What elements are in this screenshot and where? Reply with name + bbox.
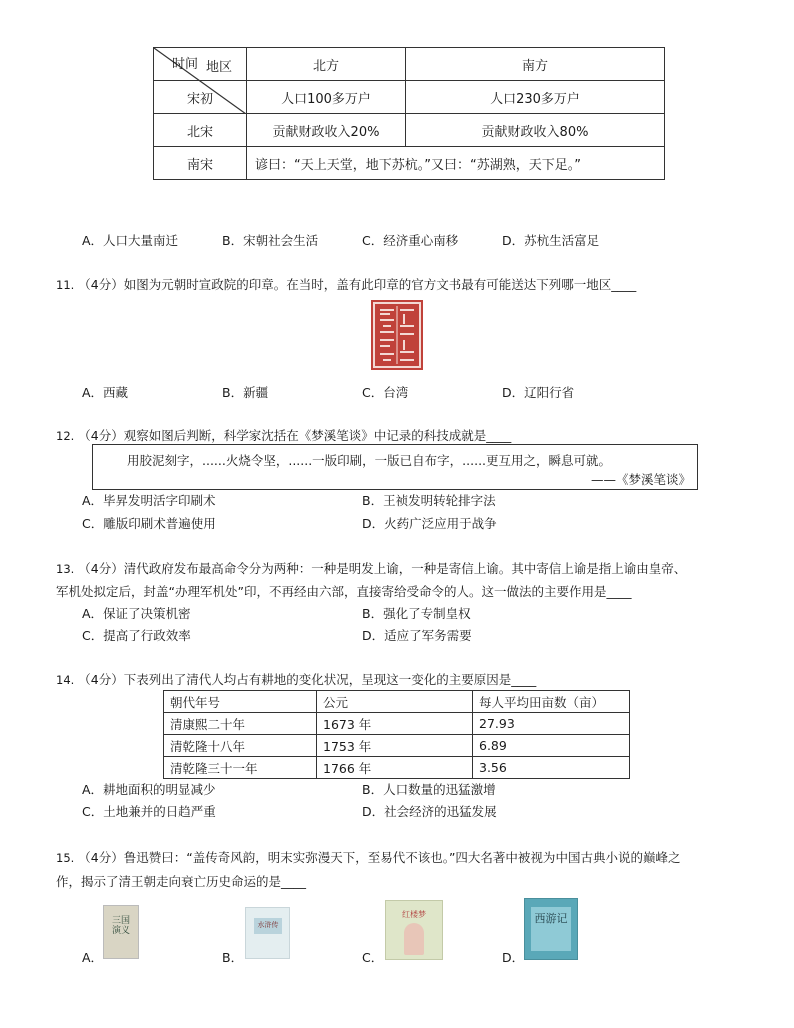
row-time: 北宋 <box>154 114 247 147</box>
header-time: 时间 <box>172 57 199 72</box>
book-title-a: 三国演义 <box>111 916 130 936</box>
table-cell: 清康熙二十年 <box>164 713 317 735</box>
q11-blank: ____ <box>611 277 637 292</box>
q14-text: （4分）下表列出了清代人均占有耕地的变化状况，呈现这一变化的主要原因是 <box>78 672 512 687</box>
book-cover-c[interactable] <box>385 900 443 960</box>
q13-number: 13. <box>56 562 75 576</box>
quote-box <box>92 444 698 490</box>
q14-option-a[interactable]: A．耕地面积的明显减少 <box>82 782 216 797</box>
q15-stem-line1 <box>56 848 680 866</box>
q13-stem-line1 <box>56 559 686 577</box>
seal-pattern-icon <box>371 300 423 370</box>
row-time: 南宋 <box>154 147 247 180</box>
table-cell: 1753 年 <box>317 735 473 757</box>
q11-option-a[interactable]: A．西藏 <box>82 385 129 400</box>
q11-stem <box>56 275 636 293</box>
q15-text: （4分）鲁迅赞曰：“盖传奇风韵，明末实弥漫天下，至易代不该也。”四大名著中被视为中国古典小说的巅峰之 <box>78 850 681 865</box>
q14-blank: ____ <box>511 672 537 687</box>
q13-stem-line2 <box>56 582 631 600</box>
q13-option-d[interactable]: D．适应了军务需要 <box>362 628 472 643</box>
q12-stem <box>56 426 511 444</box>
q12-option-d[interactable]: D．火药广泛应用于战争 <box>362 516 497 531</box>
q10-option-a[interactable]: A．人口大量南迁 <box>82 233 179 248</box>
table-cell: 清乾隆十八年 <box>164 735 317 757</box>
q15-stem-line2 <box>56 872 306 890</box>
book-title-c: 红楼梦 <box>402 910 426 919</box>
q12-option-a[interactable]: A．毕昇发明活字印刷术 <box>82 493 216 508</box>
q11-option-b[interactable]: B．新疆 <box>222 385 269 400</box>
q15-option-b[interactable]: B． <box>222 950 244 965</box>
table-header: 每人平均田亩数（亩） <box>473 691 630 713</box>
q14-option-c[interactable]: C．土地兼并的日趋严重 <box>82 804 216 819</box>
q15-text-2: 作，揭示了清王朝走向衰亡历史命运的是 <box>56 874 282 889</box>
q14-option-b[interactable]: B．人口数量的迅猛激增 <box>362 782 496 797</box>
quote-text: 用胶泥刻字，......火烧令坚，......一版印刷，一版已自布字，......更互用之，瞬息可就。 <box>127 453 612 468</box>
table-header: 朝代年号 <box>164 691 317 713</box>
quote-source: ——《梦溪笔谈》 <box>590 472 691 487</box>
q12-number: 12. <box>56 429 75 443</box>
q13-option-b[interactable]: B．强化了专制皇权 <box>362 606 471 621</box>
q15-blank: ____ <box>281 874 307 889</box>
q14-number: 14. <box>56 673 75 687</box>
row-merged: 谚曰：“天上天堂，地下苏杭。”又曰：“苏湖熟，天下足。” <box>247 147 665 180</box>
table-cell: 清乾隆三十一年 <box>164 757 317 779</box>
q10-option-b[interactable]: B．宋朝社会生活 <box>222 233 319 248</box>
q12-text: （4分）观察如图后判断，科学家沈括在《梦溪笔谈》中记录的科技成就是 <box>78 428 487 443</box>
table-cell: 3.56 <box>473 757 630 779</box>
seal-image <box>371 300 423 370</box>
q12-blank: ____ <box>486 428 512 443</box>
q14-stem <box>56 670 536 688</box>
q11-option-c[interactable]: C．台湾 <box>362 385 409 400</box>
book-cover-a[interactable] <box>103 905 139 959</box>
table-cell: 27.93 <box>473 713 630 735</box>
farmland-table <box>163 690 630 779</box>
q10-option-d[interactable]: D．苏杭生活富足 <box>502 233 600 248</box>
q12-option-b[interactable]: B．王祯发明转轮排字法 <box>362 493 496 508</box>
q15-number: 15. <box>56 851 75 865</box>
q14-option-d[interactable]: D．社会经济的迅猛发展 <box>362 804 497 819</box>
row-north: 贡献财政收入20% <box>247 114 406 147</box>
table-header: 公元 <box>317 691 473 713</box>
region-comparison-table <box>153 47 665 180</box>
q11-option-d[interactable]: D．辽阳行省 <box>502 385 575 400</box>
book-title-d: 西游记 <box>534 912 568 925</box>
q15-option-d[interactable]: D． <box>502 950 525 965</box>
table-cell: 1766 年 <box>317 757 473 779</box>
q15-option-c[interactable]: C． <box>362 950 384 965</box>
q10-option-c[interactable]: C．经济重心南移 <box>362 233 459 248</box>
q11-text: （4分）如图为元朝时宣政院的印章。在当时，盖有此印章的官方文书最有可能送达下列哪一地区 <box>78 277 612 292</box>
q13-option-a[interactable]: A．保证了决策机密 <box>82 606 191 621</box>
book-title-b: 水浒传 <box>257 921 279 929</box>
q13-blank: ____ <box>606 584 632 599</box>
q12-option-c[interactable]: C．雕版印刷术普遍使用 <box>82 516 216 531</box>
row-south: 贡献财政收入80% <box>406 114 665 147</box>
table-cell: 6.89 <box>473 735 630 757</box>
q13-option-c[interactable]: C．提高了行政效率 <box>82 628 191 643</box>
q11-number: 11. <box>56 278 75 292</box>
diagonal-line <box>154 48 246 114</box>
row-north: 人口100多万户 <box>247 81 406 114</box>
q13-text-2: 军机处拟定后，封盖“办理军机处”印，不再经由六部，直接寄给受命令的人。这一做法的主要作用是 <box>56 584 607 599</box>
diagonal-header-cell <box>154 48 247 81</box>
q13-text: （4分）清代政府发布最高命令分为两种：一种是明发上谕，一种是寄信上谕。其中寄信上谕是指上谕由皇帝、 <box>78 561 687 576</box>
q15-option-a[interactable]: A． <box>82 950 104 965</box>
row-south: 人口230多万户 <box>406 81 665 114</box>
header-region: 地区 <box>205 60 232 75</box>
row-time: 宋初 <box>154 81 247 114</box>
col-south: 南方 <box>406 48 665 81</box>
col-north: 北方 <box>247 48 406 81</box>
book-cover-d[interactable] <box>524 898 578 960</box>
table-cell: 1673 年 <box>317 713 473 735</box>
book-cover-b[interactable] <box>245 907 290 959</box>
